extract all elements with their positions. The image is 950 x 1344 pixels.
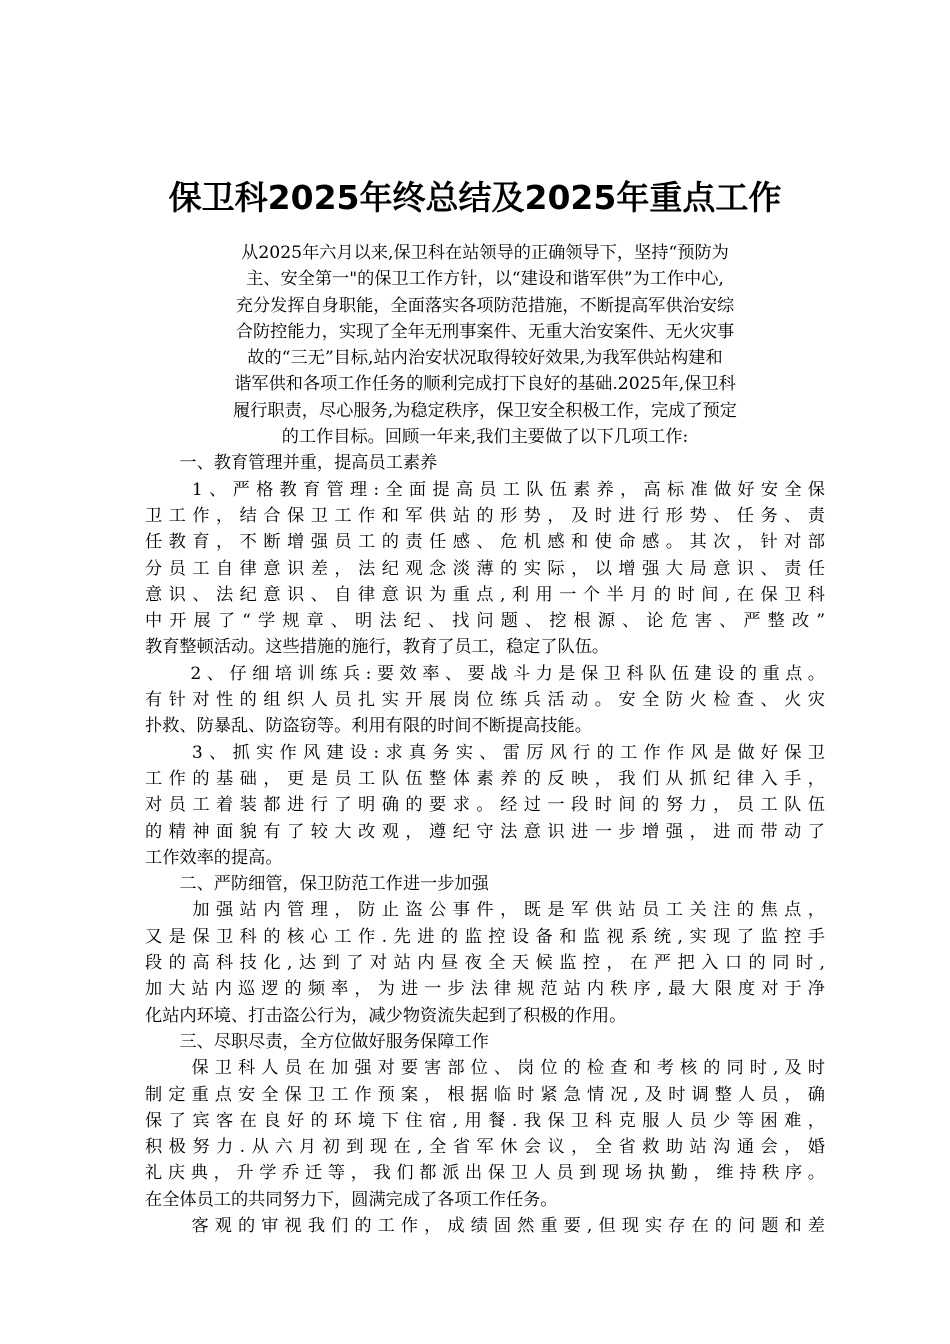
- text-line: 1、严格教育管理:全面提高员工队伍素养，高标准做好安全保: [145, 479, 825, 500]
- text-line: 故的“三无”目标,站内治安状况取得较好效果,为我军供站构建和: [247, 348, 723, 369]
- text-line: 加大站内巡逻的频率，为进一步法律规范站内秩序,最大限度对于净: [145, 979, 825, 1000]
- text-line: 段的高科技化,达到了对站内昼夜全天候监控，在严把入口的同时,: [145, 953, 825, 974]
- text-line: 二、严防细管，保卫防范工作进一步加强: [145, 874, 489, 895]
- text-line: 保卫科人员在加强对要害部位、岗位的检查和考核的同时,及时: [145, 1058, 825, 1079]
- document-body: [145, 240, 825, 1239]
- text-line: 卫工作，结合保卫工作和军供站的形势，及时进行形势、任务、责: [145, 505, 825, 526]
- text-line: 工作的基础，更是员工队伍整体素养的反映，我们从抓纪律入手，: [145, 768, 825, 789]
- text-line: 充分发挥自身职能，全面落实各项防范措施，不断提高军供治安综: [235, 295, 735, 316]
- text-line: 任教育，不断增强员工的责任感、危机感和使命感。其次，针对部: [145, 532, 825, 553]
- text-line: 履行职责，尽心服务,为稳定秩序，保卫安全积极工作，完成了预定: [233, 400, 737, 421]
- text-line: 3、抓实作风建设:求真务实、雷厉风行的工作作风是做好保卫: [145, 742, 825, 763]
- text-line: 的精神面貌有了较大改观，遵纪守法意识进一步增强，进而带动了: [145, 821, 825, 842]
- text-line: 在全体员工的共同努力下，圆满完成了各项工作任务。: [145, 1189, 558, 1210]
- text-line: 工作效率的提高。: [145, 847, 283, 868]
- text-line: 合防控能力，实现了全年无刑事案件、无重大治安案件、无火灾事: [235, 321, 735, 342]
- text-line: 礼庆典，升学乔迁等，我们都派出保卫人员到现场执勤，维持秩序。: [145, 1163, 825, 1184]
- text-line: 对员工着装都进行了明确的要求。经过一段时间的努力，员工队伍: [145, 795, 825, 816]
- text-line: 教育整顿活动。这些措施的施行，教育了员工，稳定了队伍。: [145, 637, 610, 658]
- text-line: 扑救、防暴乱、防盗窃等。利用有限的时间不断提高技能。: [145, 716, 592, 737]
- text-line: 积极努力.从六月初到现在,全省军休会议，全省救助站沟通会，婚: [145, 1137, 825, 1158]
- text-line: 三、尽职尽责，全方位做好服务保障工作: [145, 1031, 489, 1052]
- text-line: 从2025年六月以来,保卫科在站领导的正确领导下，坚持“预防为: [241, 243, 729, 263]
- text-line: 的工作目标。回顾一年来,我们主要做了以下几项工作:: [281, 427, 689, 448]
- text-line: 有针对性的组织人员扎实开展岗位练兵活动。安全防火检查、火灾: [145, 690, 825, 711]
- page-title: 保卫科2025年终总结及2025年重点工作: [168, 178, 782, 217]
- text-line: 客观的审视我们的工作，成绩固然重要,但现实存在的问题和差: [145, 1215, 825, 1236]
- text-line: 意识、法纪意识、自律意识为重点,利用一个半月的时间,在保卫科: [145, 584, 825, 605]
- text-line: 制定重点安全保卫工作预案，根据临时紧急情况,及时调整人员，确: [145, 1084, 825, 1105]
- text-line: 加强站内管理，防止盗公事件，既是军供站员工关注的焦点，: [145, 900, 825, 921]
- text-line: 保了宾客在良好的环境下住宿,用餐.我保卫科克服人员少等困难，: [145, 1110, 825, 1131]
- text-line: 又是保卫科的核心工作.先进的监控设备和监视系统,实现了监控手: [145, 926, 825, 947]
- text-line: 主、安全第一"的保卫工作方针，以“建设和谐军供”为工作中心,: [246, 269, 724, 290]
- text-line: 一、教育管理并重，提高员工素养: [145, 453, 438, 474]
- text-line: 分员工自律意识差，法纪观念淡薄的实际，以增强大局意识、责任: [145, 558, 825, 579]
- text-line: 中开展了“学规章、明法纪、找问题、挖根源、论危害、严整改”: [145, 611, 825, 632]
- text-line: 2、仔细培训练兵:要效率、要战斗力是保卫科队伍建设的重点。: [145, 663, 825, 684]
- text-line: 谐军供和各项工作任务的顺利完成打下良好的基础.2025年,保卫科: [234, 374, 736, 395]
- text-line: 化站内环境、打击盗公行为，减少物资流失起到了积极的作用。: [145, 1005, 627, 1026]
